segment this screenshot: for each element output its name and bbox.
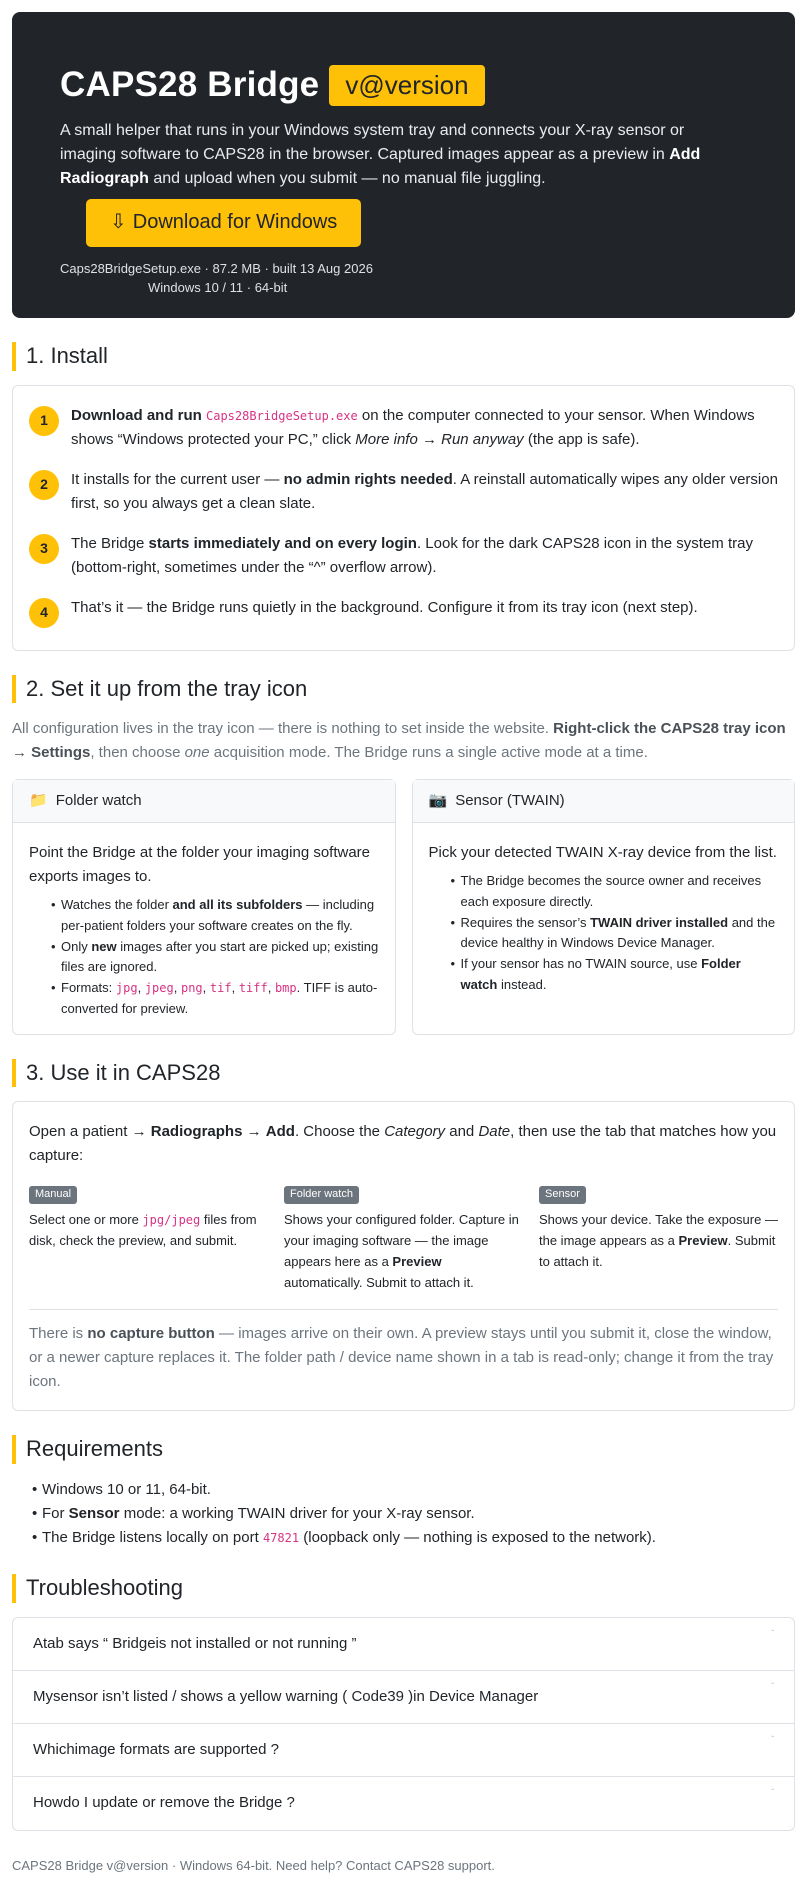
folder-icon: 📁 xyxy=(29,792,48,810)
li-bold: new xyxy=(91,938,117,954)
step-plain: It installs for the current user — xyxy=(71,470,284,488)
hero-desc-text-2: and upload when you submit — no manual file juggling. xyxy=(148,169,546,187)
folder-watch-intro: Point the Bridge at the folder your imaging software exports images to. xyxy=(29,843,371,885)
requirements-list xyxy=(12,1478,795,1550)
sensor-desc xyxy=(539,1210,778,1272)
manual-col xyxy=(29,1182,268,1293)
step-text: That’s it — the Bridge runs quietly in the background. Configure it from its tray icon (next step). xyxy=(71,598,698,616)
capture-tabs-explainer xyxy=(29,1182,778,1293)
sensor-intro: Pick your detected TWAIN X-ray device from the list. xyxy=(428,843,777,861)
list-item xyxy=(451,954,779,996)
intro-text-4: , then use the tab that matches how you capture: xyxy=(29,1123,777,1165)
step-plain-2: . Look for the dark CAPS28 icon in the system tray (bottom-right, sometimes under the “^” overflow arrow). xyxy=(71,534,753,576)
folder-watch-body xyxy=(13,823,395,1034)
list-item xyxy=(32,1526,795,1550)
accordion-item[interactable] xyxy=(13,1671,794,1724)
folder-watch-badge: Folder watch xyxy=(284,1186,359,1204)
li-text: Only xyxy=(61,938,92,954)
sensor-header xyxy=(413,780,795,823)
intro-text-2: . Choose the xyxy=(294,1123,385,1141)
list-item xyxy=(51,895,379,937)
capture-note xyxy=(29,1322,778,1394)
desc-text-2: . Submit to attach it. xyxy=(539,1233,776,1269)
desc-bold: Preview xyxy=(392,1253,442,1269)
accordion-item[interactable] xyxy=(13,1724,794,1777)
install-step xyxy=(29,404,778,452)
intro-text: Open a patient → xyxy=(29,1123,151,1141)
page-title: CAPS28 Bridge xyxy=(60,65,320,104)
step-text xyxy=(71,468,778,516)
format-code: png xyxy=(180,981,203,996)
chevron-down-icon: ˇ xyxy=(771,1788,774,1798)
step-emphasis: More info → Run anyway xyxy=(355,430,524,448)
sensor-twain-card xyxy=(412,779,796,1035)
sensor-col xyxy=(539,1182,778,1293)
lead-text: All configuration lives in the tray icon — there is nothing to set inside the website. xyxy=(12,720,554,738)
list-item: • Formats: jpg, jpeg, png, tif, tiff, bmp. TIFF is auto-converted for preview. xyxy=(51,978,379,1020)
folder-watch-col xyxy=(284,1182,523,1293)
step-code: Caps28BridgeSetup.exe xyxy=(206,408,358,423)
li-text: Watches the folder xyxy=(61,896,173,912)
accordion-item[interactable] xyxy=(13,1618,794,1671)
intro-text-3: and xyxy=(445,1123,479,1141)
download-button[interactable] xyxy=(86,199,361,247)
use-intro xyxy=(29,1120,778,1168)
camera-icon: 📷 xyxy=(428,792,448,810)
li-text: Requires the sensor’s xyxy=(460,914,591,930)
accordion-question: Atab says “ Bridgeis not installed or not running ” xyxy=(33,1634,357,1652)
li-bold: TWAIN driver installed xyxy=(590,914,729,930)
step-plain-2: (the app is safe). xyxy=(523,430,640,448)
hero-title-row xyxy=(60,60,747,111)
lead-bold: Right-click the CAPS28 tray icon → Settings xyxy=(12,720,786,762)
desc-text-2: automatically. Submit to attach it. xyxy=(284,1274,474,1290)
list-item xyxy=(451,913,779,955)
step-plain: on the computer connected to your sensor. When Windows shows “Windows protected your PC,” click xyxy=(71,406,755,448)
lead-text-2: , then choose xyxy=(90,744,185,762)
li-text-2: mode: a working TWAIN driver for your X-ray sensor. xyxy=(119,1505,475,1523)
version-badge: v@version xyxy=(329,65,484,105)
desc-bold: Preview xyxy=(678,1233,728,1249)
li-bold: and all its subfolders xyxy=(172,896,303,912)
step-bold: starts immediately and on every login xyxy=(148,534,417,552)
step-number: 2 xyxy=(29,470,59,500)
li-text: Formats: xyxy=(61,980,116,996)
list-item xyxy=(51,937,379,979)
sensor-list xyxy=(429,871,779,996)
list-item xyxy=(32,1502,795,1526)
li-bold: Sensor xyxy=(68,1505,120,1523)
troubleshooting-accordion xyxy=(12,1617,795,1831)
accordion-item[interactable] xyxy=(13,1777,794,1830)
intro-em: Category xyxy=(384,1123,446,1141)
folder-watch-list xyxy=(29,895,379,1020)
lead-text-3: acquisition mode. The Bridge runs a single active mode at a time. xyxy=(209,744,648,762)
list-item: • The Bridge becomes the source owner and receives each exposure directly. xyxy=(451,871,779,913)
li-bold: Folder watch xyxy=(460,956,741,992)
desc-code: jpg/jpeg xyxy=(142,1213,201,1228)
use-card xyxy=(12,1101,795,1411)
chevron-down-icon: ˇ xyxy=(771,1628,774,1638)
desc-text: Shows your device. Take the exposure — the image appears as a xyxy=(539,1212,778,1249)
divider xyxy=(29,1309,778,1310)
li-text-2: instead. xyxy=(497,976,547,992)
folder-watch-header xyxy=(13,780,395,823)
format-code: bmp xyxy=(274,981,297,996)
requirements-section-title: Requirements xyxy=(12,1435,795,1464)
setup-lead xyxy=(12,717,795,765)
format-code: jpeg xyxy=(144,981,174,996)
folder-watch-card xyxy=(12,779,396,1035)
accordion-question: Mysensor isn’t listed / shows a yellow warning ( Code39 )in Device Manager xyxy=(33,1687,539,1705)
step-number: 4 xyxy=(29,598,59,628)
sensor-badge: Sensor xyxy=(539,1186,586,1204)
li-text: The Bridge listens locally on port xyxy=(42,1529,263,1547)
mode-cards xyxy=(12,779,795,1035)
format-code: jpg xyxy=(115,981,138,996)
step-plain: The Bridge xyxy=(71,534,149,552)
format-code: tif xyxy=(209,981,232,996)
li-text-2: and the device healthy in Windows Device Manager. xyxy=(460,914,776,951)
chevron-down-icon: ˇ xyxy=(771,1681,774,1691)
download-button-label: Download for Windows xyxy=(132,211,338,234)
intro-bold: Radiographs xyxy=(150,1123,243,1141)
desc-text: Select one or more xyxy=(29,1212,143,1228)
accordion-question: Howdo I update or remove the Bridge ? xyxy=(33,1794,295,1812)
li-text-2: . TIFF is auto-converted for preview. xyxy=(61,980,378,1016)
li-text-2: — including per-patient folders your software creates on the fly. xyxy=(61,896,375,933)
note-bold: no capture button xyxy=(87,1325,215,1343)
note-text-2: — images arrive on their own. A preview stays until you submit it, close the window, or a newer capture replaces it. The folder path / device name shown in a tab is read-only; change it from the tray icon. xyxy=(29,1325,774,1391)
download-meta xyxy=(60,259,747,298)
install-step xyxy=(29,468,778,516)
step-number: 3 xyxy=(29,534,59,564)
folder-watch-title: Folder watch xyxy=(55,792,142,810)
download-platform-info: Windows 10 / 11 · 64-bit xyxy=(148,280,288,296)
hero-desc-text: A small helper that runs in your Windows system tray and connects your X-ray sensor or imaging software to CAPS28 in the browser. Captured images appear as a preview in xyxy=(60,121,685,163)
manual-badge: Manual xyxy=(29,1186,77,1204)
note-text: There is xyxy=(29,1325,88,1343)
list-item: • Windows 10 or 11, 64-bit. xyxy=(32,1478,795,1502)
format-code: tiff xyxy=(238,981,268,996)
install-section-title: 1. Install xyxy=(12,342,795,371)
li-text: For xyxy=(42,1505,69,1523)
lead-emphasis: one xyxy=(184,744,210,762)
li-text-2: images after you start are picked up; existing files are ignored. xyxy=(61,938,379,975)
step-bold: Download and run xyxy=(71,406,202,424)
desc-text: Shows your configured folder. Capture in your imaging software — the image appears here as a xyxy=(284,1212,519,1269)
hero-description xyxy=(60,119,710,191)
folder-watch-desc xyxy=(284,1210,523,1293)
step-number: 1 xyxy=(29,406,59,436)
step-text xyxy=(71,404,778,452)
sensor-title: Sensor (TWAIN) xyxy=(455,792,565,810)
intro-em-2: Date xyxy=(478,1123,511,1141)
install-step xyxy=(29,596,778,628)
use-section-title: 3. Use it in CAPS28 xyxy=(12,1059,795,1088)
hero-banner xyxy=(12,12,795,318)
download-file-info: Caps28BridgeSetup.exe · 87.2 MB · built 13 Aug 2026 xyxy=(60,260,373,276)
step-plain-2: . A reinstall automatically wipes any older version first, so you always get a clean slate. xyxy=(71,470,778,512)
desc-text-2: files from disk, check the preview, and submit. xyxy=(29,1212,257,1249)
download-icon: ⇩ xyxy=(110,211,127,234)
setup-section-title: 2. Set it up from the tray icon xyxy=(12,675,795,704)
hero-desc-bold: Add Radiograph xyxy=(60,145,701,187)
step-bold: no admin rights needed xyxy=(283,470,453,488)
troubleshooting-section-title: Troubleshooting xyxy=(12,1574,795,1603)
chevron-down-icon: ˇ xyxy=(771,1734,774,1744)
li-text-2: (loopback only — nothing is exposed to the network). xyxy=(299,1529,656,1547)
page-footer: CAPS28 Bridge v@version · Windows 64-bit. Need help? Contact CAPS28 support. xyxy=(12,1857,495,1873)
port-code: 47821 xyxy=(262,1531,300,1546)
step-text xyxy=(71,532,778,580)
manual-desc xyxy=(29,1210,268,1252)
intro-bold-2: Add xyxy=(265,1123,295,1141)
li-text: If your sensor has no TWAIN source, use xyxy=(460,956,702,972)
intro-arrow: → xyxy=(242,1123,266,1141)
sensor-body xyxy=(413,823,795,1010)
accordion-question: Whichimage formats are supported ? xyxy=(33,1740,279,1758)
install-steps-card xyxy=(12,385,795,651)
install-step xyxy=(29,532,778,580)
